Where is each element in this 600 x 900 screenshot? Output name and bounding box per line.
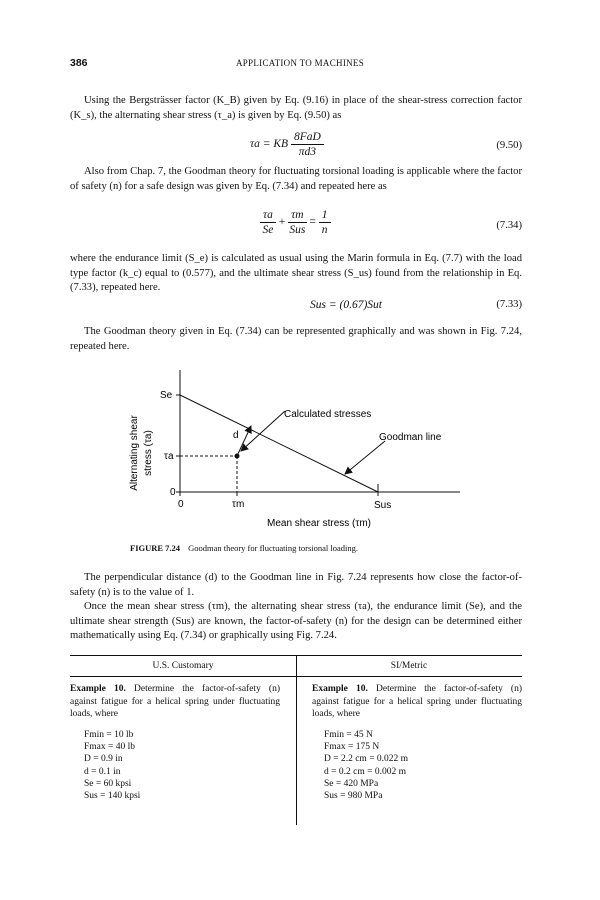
- eq950-label: (9.50): [496, 140, 522, 151]
- si-example-text: [312, 683, 522, 721]
- eq950-lhs: τa = KB: [250, 138, 289, 151]
- us-value: D = 0.9 in: [84, 754, 123, 765]
- us-example-text: [70, 683, 280, 721]
- eq950-numerator: 8FaD: [291, 130, 324, 145]
- y-axis-label-line1: Alternating shear: [129, 415, 140, 491]
- eq734-t2-den: Sus: [289, 224, 306, 236]
- paragraph-bergstrasser: Using the Bergsträsser factor (K_B) given by Eq. (9.16) in place of the shear-stress correction factor (K_s), the alternating shear stress (τ_a) is given by Eq. (9.50) as: [70, 95, 522, 121]
- paragraph-endurance-limit: where the endurance limit (S_e) is calculated as usual using the Marin formula in Eq. (7.7) with the load type factor (k_c) equal to (0.577), and the ultimate shear stress (S_us) found from the relationship in Eq. (7.33), repeated here.: [70, 253, 522, 293]
- eq734-t1-den: Se: [262, 224, 274, 236]
- us-example-body: Determine the factor-of-safety (n) against fatigue for a helical spring under fluctuating loads, where: [70, 684, 281, 719]
- running-title: APPLICATION TO MACHINES: [235, 58, 365, 68]
- eq733-label: (7.33): [496, 299, 522, 310]
- goodman-line-arrow: [345, 441, 385, 474]
- eq734-t1-num: τa: [260, 208, 276, 223]
- us-column-header: U.S. Customary: [152, 661, 214, 671]
- paragraph-once-known: Once the mean shear stress (τm), the alternating shear stress (τa), the endurance limit (Se), and the ultimate shear strength (Sus) are known, the factor-of-safety (n) for the design can be determined either mathematically using Eq. (7.34) or graphically using Fig. 7.24.: [70, 601, 522, 641]
- y-axis-label-line2: stress (τa): [143, 430, 154, 476]
- x-axis-label: Mean shear stress (τm): [267, 518, 371, 529]
- eq734-t2-num: τm: [288, 208, 306, 223]
- si-value: Fmax = 175 N: [324, 742, 380, 753]
- si-value: d = 0.2 cm = 0.002 m: [324, 766, 406, 777]
- us-value: Sus = 140 kpsi: [84, 791, 141, 802]
- us-value: Fmin = 10 lb: [84, 730, 134, 740]
- si-example-label: Example 10.: [312, 684, 368, 694]
- sus-tick-label: Sus: [374, 500, 392, 511]
- eq950-denominator: πd3: [298, 146, 316, 158]
- us-value: Fmax = 40 lb: [84, 742, 136, 753]
- goodman-figure: [120, 365, 480, 535]
- us-values: [84, 729, 140, 802]
- eq733-text: Sus = (0.67)Sut: [310, 299, 382, 311]
- figure-caption: [130, 543, 358, 553]
- paragraph-perpendicular-distance: The perpendicular distance (d) to the Goodman line in Fig. 7.24 represents how close the factor-of-safety (n) is to the value of 1.: [70, 572, 522, 598]
- distance-d-arrow: [237, 426, 251, 456]
- equation-9-50: [70, 128, 522, 164]
- se-tick-label: Se: [160, 390, 173, 401]
- si-value: Sus = 980 MPa: [324, 791, 383, 802]
- si-values: [324, 729, 408, 802]
- caption-label: FIGURE 7.24: [130, 543, 181, 553]
- page-number: 386: [70, 57, 88, 69]
- us-value: d = 0.1 in: [84, 766, 121, 777]
- zero-y-label: 0: [170, 487, 176, 498]
- paragraph-graphical: The Goodman theory given in Eq. (7.34) can be represented graphically and was shown in Fig. 7.24, repeated here.: [70, 326, 522, 352]
- tm-tick-label: τm: [232, 499, 245, 510]
- eq734-rhs-den: n: [321, 224, 328, 236]
- eq734-rhs-num: 1: [319, 208, 331, 223]
- ta-tick-label: τa: [164, 451, 174, 462]
- si-column-header: SI/Metric: [390, 661, 428, 671]
- example-table: [70, 655, 522, 825]
- si-value: Fmin = 45 N: [324, 730, 373, 740]
- si-value: D = 2.2 cm = 0.022 m: [324, 754, 409, 765]
- running-header: [70, 57, 530, 71]
- goodman-diagram: [120, 365, 480, 535]
- paragraph-goodman-intro: Also from Chap. 7, the Goodman theory for fluctuating torsional loading is applicable where the factor of safety (n) for a safe design was given by Eq. (7.34) and repeated here as: [70, 166, 522, 192]
- equation-7-34: $\frac{\tau a}{Se}$ + $\frac{\tau m}{\text{Sus}}$ = $\frac{1}{n}$ (7.34): [70, 208, 522, 244]
- calculated-stresses-label: Calculated stresses: [284, 409, 372, 420]
- us-example-label: Example 10.: [70, 684, 126, 694]
- calculated-stresses-arrow: [241, 411, 285, 451]
- equation-7-33: [70, 298, 522, 316]
- zero-x-label: 0: [178, 499, 184, 510]
- y-axis-label: [129, 415, 154, 491]
- us-value: Se = 60 kpsi: [84, 778, 132, 789]
- eq734-label: (7.34): [496, 220, 522, 231]
- goodman-line-label: Goodman line: [379, 432, 442, 443]
- d-label: d: [233, 430, 239, 441]
- caption-text: Goodman theory for fluctuating torsional loading.: [188, 543, 359, 553]
- si-example-body: Determine the factor-of-safety (n) against fatigue for a helical spring under fluctuating loads, where: [312, 684, 523, 719]
- si-value: Se = 420 MPa: [324, 778, 379, 789]
